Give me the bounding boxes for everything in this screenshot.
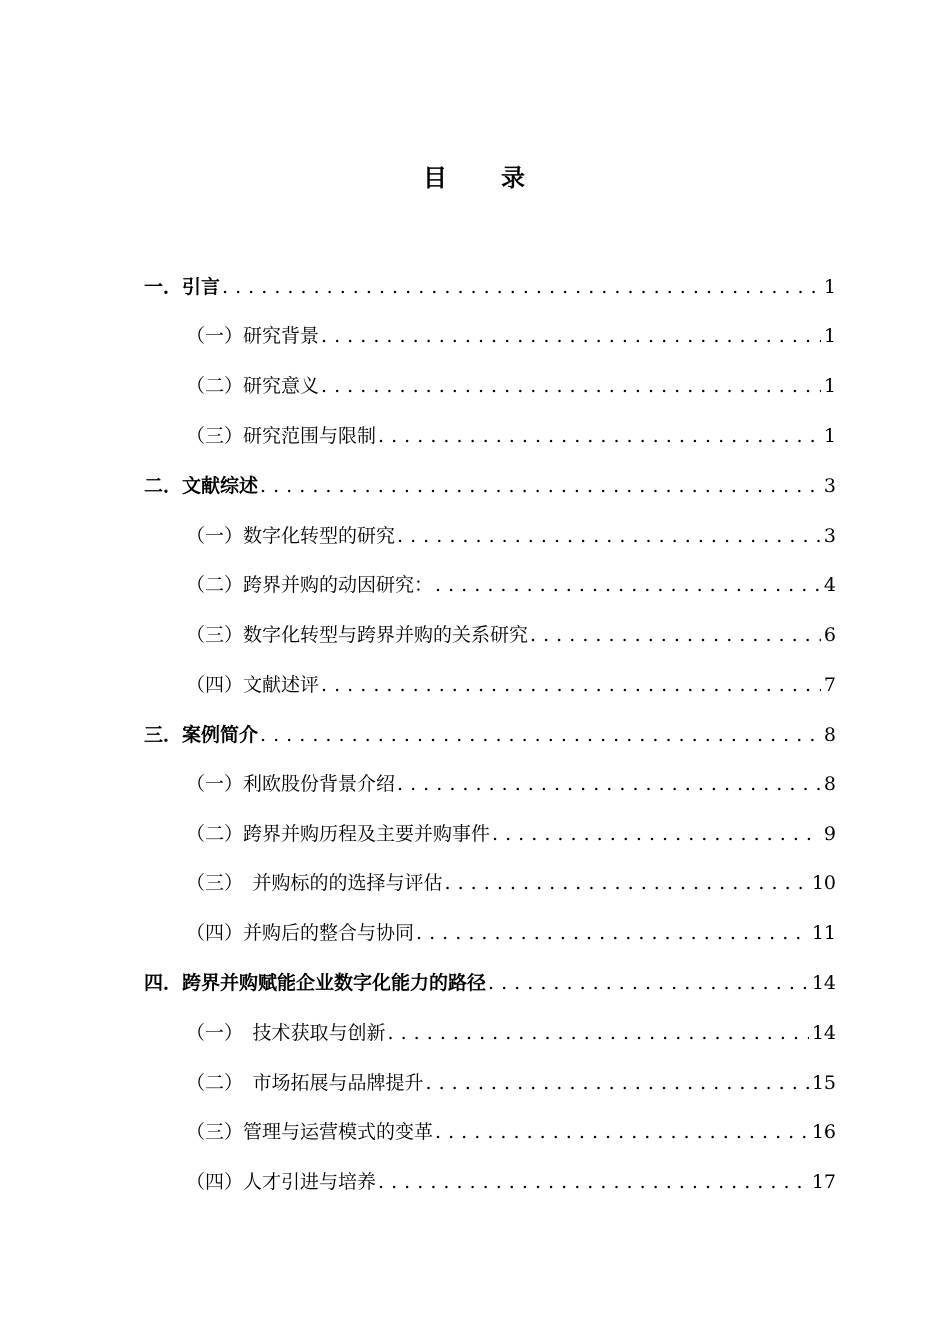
- toc-entry: [186, 670, 836, 700]
- toc-entry: [186, 321, 836, 351]
- dot-leader: [397, 521, 821, 551]
- toc-entry-text: （二）研究意义: [186, 375, 320, 397]
- dot-leader: [492, 819, 821, 849]
- toc-entry: [186, 371, 836, 401]
- toc-entry-text: （一）数字化转型的研究: [186, 525, 396, 547]
- dot-leader: [260, 471, 821, 501]
- toc-entry: [186, 521, 836, 551]
- toc-entry: [144, 471, 836, 501]
- toc-page-number: 8: [823, 724, 836, 746]
- dot-leader: [426, 1068, 809, 1098]
- dot-leader: [488, 968, 809, 998]
- toc-page-number: 1: [823, 425, 836, 447]
- toc-entry: [144, 272, 836, 302]
- toc-entry-text: （三）数字化转型与跨界并购的关系研究: [186, 624, 529, 646]
- toc-entry: [186, 819, 836, 849]
- toc-entry-text: （二）跨界并购历程及主要并购事件: [186, 823, 491, 845]
- toc-entry-text: 四．跨界并购赋能企业数字化能力的路径: [144, 972, 487, 994]
- toc-page-number: 1: [823, 276, 836, 298]
- dot-leader: [435, 1117, 809, 1147]
- toc-entry-text: （三） 并购标的的选择与评估: [186, 872, 443, 894]
- toc-entry: [144, 720, 836, 750]
- toc-page-number: 14: [811, 1022, 836, 1044]
- toc-entry: [186, 620, 836, 650]
- toc-entry-text: （一） 技术获取与创新: [186, 1022, 386, 1044]
- toc-entry: [186, 1117, 836, 1147]
- toc-entry: [186, 1018, 836, 1048]
- dot-leader: [321, 670, 821, 700]
- dot-leader: [222, 272, 821, 302]
- toc-page-number: 8: [823, 773, 836, 795]
- toc-entry-text: （四）并购后的整合与协同: [186, 922, 415, 944]
- toc-page-number: 1: [823, 375, 836, 397]
- toc-page-number: 7: [823, 674, 836, 696]
- toc-entry-text: 一．引言: [144, 276, 221, 298]
- toc-entry: [144, 968, 836, 998]
- dot-leader: [397, 769, 821, 799]
- toc-entry: [186, 570, 836, 600]
- toc-entry-text: （四）人才引进与培养: [186, 1171, 377, 1193]
- toc-entry-text: （一）利欧股份背景介绍: [186, 773, 396, 795]
- toc-page-number: 3: [823, 525, 836, 547]
- toc-page-number: 17: [811, 1171, 836, 1193]
- toc-page-number: 14: [811, 972, 836, 994]
- toc-page-number: 9: [823, 823, 836, 845]
- toc-entry-text: （三）管理与运营模式的变革: [186, 1121, 434, 1143]
- toc-entry-text: （三）研究范围与限制: [186, 425, 377, 447]
- dot-leader: [378, 1167, 809, 1197]
- toc-entry-text: 二．文献综述: [144, 475, 259, 497]
- dot-leader: [435, 570, 821, 600]
- toc-entry: [186, 1167, 836, 1197]
- toc-page-number: 6: [823, 624, 836, 646]
- dot-leader: [445, 868, 809, 898]
- toc-entry-text: 三．案例简介: [144, 724, 259, 746]
- toc-page-number: 1: [823, 325, 836, 347]
- toc-page-number: 4: [823, 574, 836, 596]
- toc-title: 目 录: [423, 164, 527, 192]
- toc-entry-text: （二）跨界并购的动因研究：: [186, 574, 434, 596]
- toc-entry-text: （二） 市场拓展与品牌提升: [186, 1072, 424, 1094]
- toc-page-number: 16: [811, 1121, 836, 1143]
- toc-entry: [186, 769, 836, 799]
- toc-entry: [186, 918, 836, 948]
- dot-leader: [530, 620, 821, 650]
- dot-leader: [260, 720, 821, 750]
- dot-leader: [321, 321, 821, 351]
- toc-page-number: 15: [811, 1072, 836, 1094]
- dot-leader: [416, 918, 809, 948]
- toc-entry: [186, 868, 836, 898]
- dot-leader: [378, 421, 821, 451]
- dot-leader: [388, 1018, 809, 1048]
- toc-entry: [186, 1068, 836, 1098]
- toc-page-number: 10: [811, 872, 836, 894]
- toc-entry-text: （四）文献述评: [186, 674, 320, 696]
- toc-entry-text: （一）研究背景: [186, 325, 320, 347]
- toc-entry: [186, 421, 836, 451]
- toc-page-number: 11: [811, 922, 836, 944]
- toc-page-number: 3: [823, 475, 836, 497]
- dot-leader: [321, 371, 821, 401]
